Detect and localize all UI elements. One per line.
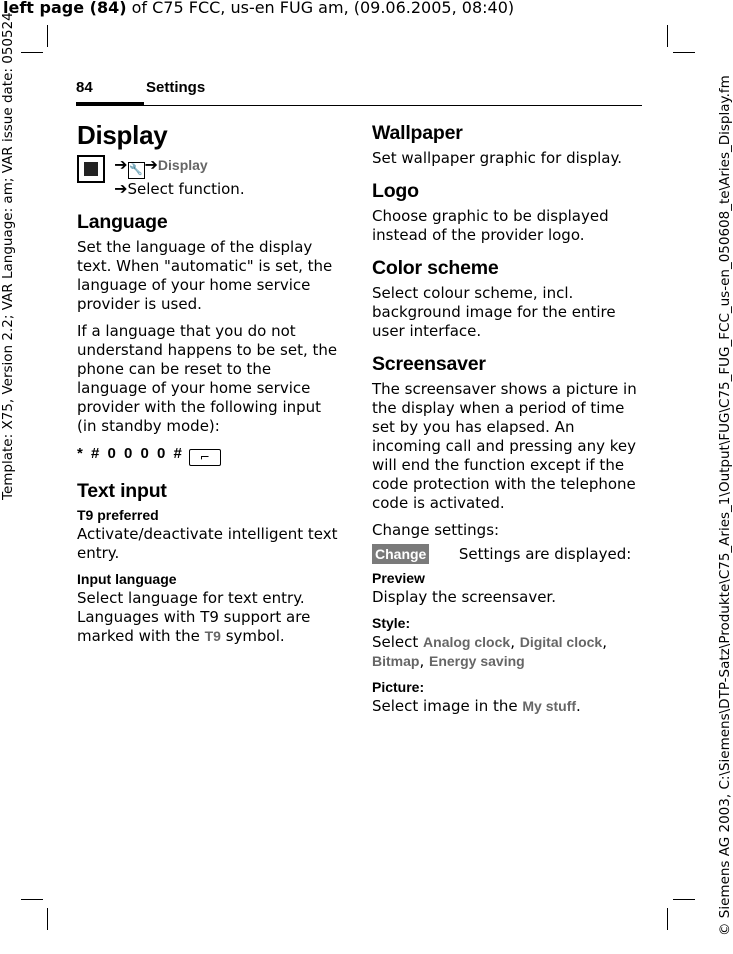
crop-mark	[47, 25, 48, 47]
arrow-right-icon: ➔	[144, 155, 158, 174]
color-scheme-text: Select colour scheme, incl. background image for the entire user interface.	[372, 284, 616, 340]
picture-text: Select image in the My stuff.	[372, 697, 581, 715]
header-rule-thick	[76, 102, 144, 106]
template-info: Template: X75, Version 2.2; VAR Language: am; VAR issue date: 050524	[0, 12, 16, 500]
crop-mark	[667, 908, 668, 930]
print-header-page: left page (84)	[3, 0, 127, 17]
reset-code	[77, 444, 345, 466]
color-scheme-heading: Color scheme	[372, 257, 499, 279]
page-title: Display	[77, 120, 168, 150]
logo-text: Choose graphic to be displayed instead of the provider logo.	[372, 207, 609, 244]
change-row	[372, 544, 638, 564]
crop-mark	[673, 899, 695, 900]
input-language-heading: Input language	[77, 571, 177, 587]
menu-navigation	[77, 155, 345, 199]
reset-code-keys: * # 0 0 0 0 #	[77, 445, 184, 462]
wallpaper-text: Set wallpaper graphic for display.	[372, 149, 622, 167]
crop-mark	[21, 899, 43, 900]
left-column	[77, 116, 345, 654]
t9-preferred-heading: T9 preferred	[77, 507, 159, 523]
right-column	[372, 122, 638, 724]
style-text: Select Analog clock, Digital clock, Bitmap, Energy saving	[372, 633, 607, 670]
input-language-text: Select language for text entry. Languages with T9 support are marked with the T9 symbol.	[77, 589, 311, 645]
wrench-icon: 🔧	[128, 162, 145, 179]
language-text-2: If a language that you do not understand happens to be set, the phone can be reset to the language of your home service provider with the following input (in standby mode):	[77, 322, 338, 435]
call-key-icon: ⌐	[189, 449, 221, 466]
text-input-heading: Text input	[77, 480, 167, 502]
change-softkey: Change	[372, 544, 429, 564]
style-bitmap: Bitmap	[372, 653, 420, 669]
screensaver-text: The screensaver shows a picture in the display when a period of time set by you has elapsed. An incoming call and pressing any key will end the function except if the code protection with the telephone code is activated.	[372, 380, 637, 512]
logo-heading: Logo	[372, 180, 419, 202]
header-rule	[144, 105, 642, 106]
menu-key-icon	[77, 155, 105, 183]
file-path-info: © Siemens AG 2003, C:\Siemens\DTP-Satz\Produkte\C75_Aries_1\Output\FUG\C75_FUG_FCC_us-en_050608_te\Aries_Display.fm	[717, 75, 733, 936]
my-stuff-label: My stuff	[522, 698, 577, 714]
crop-mark	[667, 25, 668, 47]
arrow-right-icon: ➔	[114, 155, 128, 174]
menu-path-display: Display	[157, 157, 208, 173]
select-function-text: Select function.	[127, 180, 245, 198]
print-header-info: of C75 FCC, us-en FUG am, (09.06.2005, 08:40)	[126, 0, 515, 17]
t9-symbol: T9	[204, 628, 221, 644]
page-section-title: Settings	[146, 79, 206, 96]
screensaver-heading: Screensaver	[372, 353, 486, 375]
crop-mark	[21, 52, 43, 53]
picture-heading: Picture:	[372, 679, 425, 695]
t9-preferred-text: Activate/deactivate intelligent text entry.	[77, 525, 338, 562]
arrow-right-icon: ➔	[114, 179, 128, 198]
style-heading: Style:	[372, 615, 411, 631]
print-header	[3, 0, 514, 17]
language-text-1: Set the language of the display text. When "automatic" is set, the language of your home service provider is used.	[77, 238, 333, 313]
wallpaper-heading: Wallpaper	[372, 122, 463, 144]
crop-mark	[673, 52, 695, 53]
preview-heading: Preview	[372, 570, 425, 586]
change-settings-text: Change settings:	[372, 521, 500, 539]
style-digital-clock: Digital clock	[519, 634, 603, 650]
style-energy-saving: Energy saving	[429, 653, 525, 669]
preview-text: Display the screensaver.	[372, 588, 556, 606]
change-description: Settings are displayed:	[458, 545, 632, 563]
crop-mark	[47, 908, 48, 930]
page-number: 84	[76, 79, 93, 96]
language-heading: Language	[77, 211, 168, 233]
style-analog-clock: Analog clock	[423, 634, 511, 650]
